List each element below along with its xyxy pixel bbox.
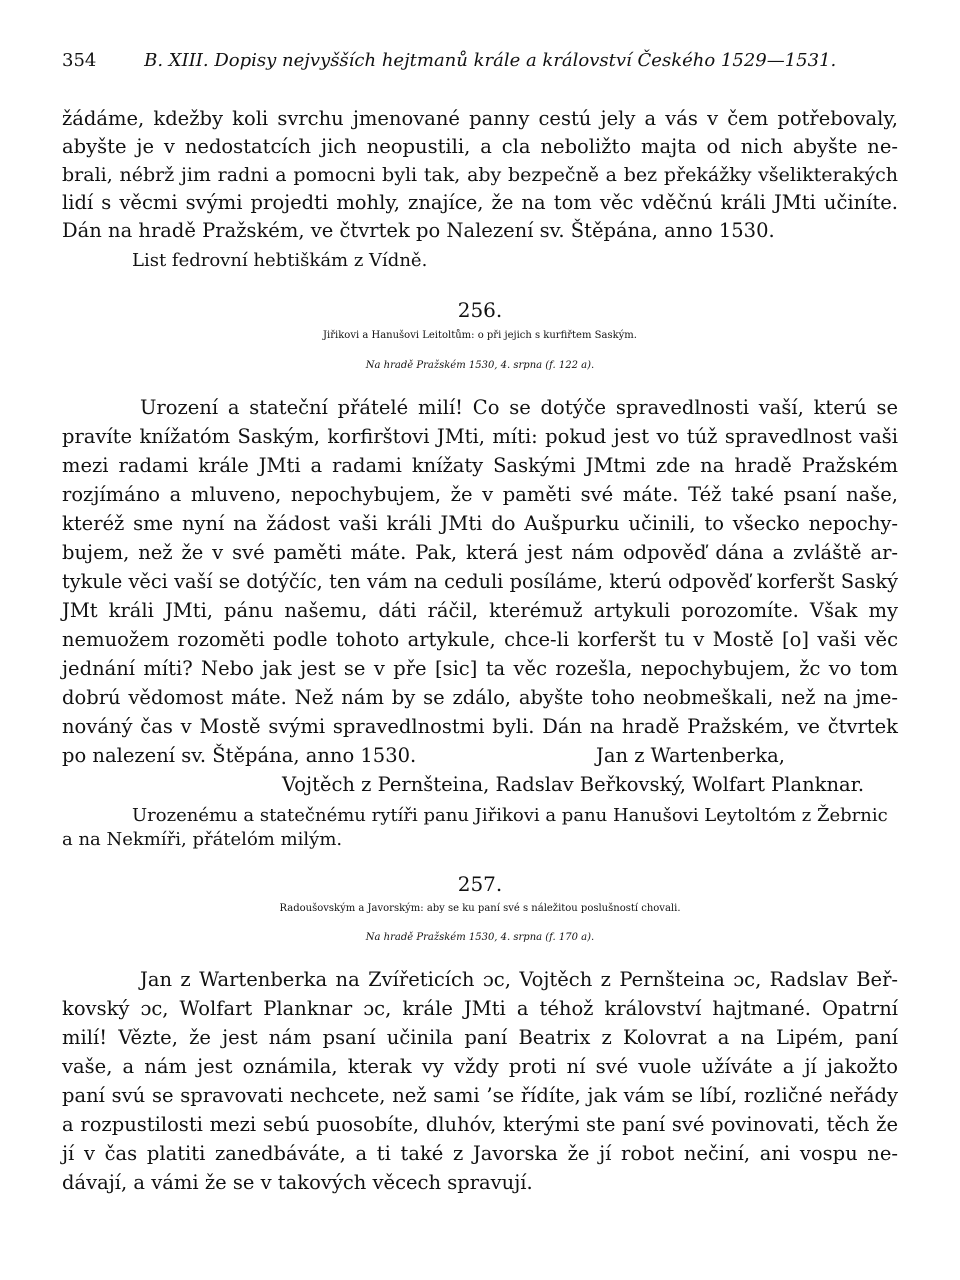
text-line: Urození a stateční přátelé milí! Co se dotýče spravedlnosti vaší, kterú se <box>140 396 898 419</box>
text-line: dobrú vědomost máte. Než nám by se zdálo, abyšte toho neobmeškali, než na jme- <box>62 686 898 709</box>
text-line: lidí s věcmi svými projedti mohly, znajíce, že na tom věc vděčnú králi JMti učiníte. <box>62 191 898 214</box>
letter-number: 257. <box>457 872 503 896</box>
text-line: pravíte knížatóm Saským, korfirštovi JMti, míti: pokud jest vo túž spravedlnost vaši <box>62 425 898 448</box>
text-line: Dán na hradě Pražském, ve čtvrtek po Nalezení sv. Štěpána, anno 1530. <box>62 219 775 242</box>
letter-subject: Jiřikovi a Hanušovi Leitoltům: o při jejich s kurfiřtem Saským. <box>323 330 637 341</box>
text-line: a rozpustilosti mezi sebú puosobíte, dluhóv, kterými ste paní své povinovati, těch že <box>62 1113 898 1136</box>
letter-subject: Radoušovským a Javorským: aby se ku paní své s náležitou poslušností chovali. <box>279 903 681 914</box>
text-line: bujem, než že v své paměti máte. Pak, která jest nám odpověď dána a zvláště ar- <box>62 541 898 564</box>
text-line: milí! Vězte, že jest nám psaní učinila paní Beatrix z Kolovrat a na Lipém, paní <box>62 1026 898 1049</box>
text-line: žádáme, kdežby koli svrchu jmenované panny cestú jely a vás v čem potřebovaly, <box>62 107 898 130</box>
text-line: brali, nébrž jim radni a pomocni byli tak, aby bezpečně a bez překážky všelikterakých <box>62 164 898 186</box>
letter-address: a na Nekmíři, přátelóm milým. <box>62 829 343 850</box>
signature: Jan z Wartenberka, <box>596 744 785 767</box>
text-line: JMt králi JMti, pánu našemu, dáti ráčil, kterémuž artykuli porozomíte. Však my <box>62 599 898 622</box>
text-line: paní svú se spravovati nechcete, než sami ’se řídíte, jak vám se líbí, rozličné neřády <box>62 1084 898 1107</box>
text-line: mezi radami krále JMti a radami knížaty Saskými JMtmi zde na hradě Pražském <box>62 454 898 477</box>
text-line: po nalezení sv. Štěpána, anno 1530. <box>62 744 417 767</box>
text-line: kteréž sme nyní na žádost vaši králi JMti do Aušpurku učinili, to všecko nepochy- <box>62 512 898 535</box>
text-line: Jan z Wartenberka na Zvířeticích ɔc, Vojtěch z Pernšteina ɔc, Radslav Beř- <box>140 968 898 991</box>
running-header <box>62 50 836 71</box>
text-line: abyšte je v nedostatcích jich neopustili, a cla neboližto majta od nich abyšte ne- <box>62 135 898 158</box>
text-line: nemuožem rozoměti podle tohoto artykule, chce-li korferšt tu v Mostě [o] vaši věc <box>62 628 898 651</box>
page-number: 354 <box>62 50 97 71</box>
running-title: B. XIII. Dopisy nejvyšších hejtmanů krále a království Českého 1529—1531. <box>144 50 837 71</box>
signature: Vojtěch z Pernšteina, Radslav Beřkovský, Wolfart Planknar. <box>282 773 865 796</box>
text-line: jednání míti? Nebo jak jest se v pře [sic] ta věc rozešla, nepochybujem, žc vo tom <box>62 657 898 680</box>
text-line: vaše, a nám jest oznámila, kterak vy vždy proti ní své vuole užíváte a jí jakožto <box>62 1055 898 1078</box>
letter-number: 256. <box>457 298 503 322</box>
text-line: dávají, a vámi že se v takových věcech spravují. <box>62 1171 533 1194</box>
text-line: nováný čas v Mostě svými spravedlnostmi byli. Dán na hradě Pražském, ve čtvrtek <box>62 715 898 738</box>
letter-dateline: Na hradě Pražském 1530, 4. srpna (f. 122 a). <box>365 360 595 371</box>
text-line: jí v čas platiti zanedbáváte, a ti také z Javorska že jí robot nečiní, ani vospu ne- <box>62 1142 898 1165</box>
letter-address: Urozenému a statečnému rytíři panu Jiřikovi a panu Hanušovi Leytoltóm z Žebrnic <box>132 805 888 826</box>
text-line: rozjímáno a mluveno, nepochybujem, že v paměti své máte. Též také psaní naše, <box>62 483 898 506</box>
text-line: tykule věci vaší se dotýčíc, ten vám na ceduli posíláme, kterú odpověď korferšt Saský <box>62 570 898 593</box>
letter-dateline: Na hradě Pražském 1530, 4. srpna (f. 170 a). <box>365 932 595 943</box>
letter-address: List fedrovní hebtiškám z Vídně. <box>132 250 428 271</box>
text-line: kovský ɔc, Wolfart Planknar ɔc, krále JMti a téhož království hajtmané. Opatrní <box>62 997 898 1020</box>
